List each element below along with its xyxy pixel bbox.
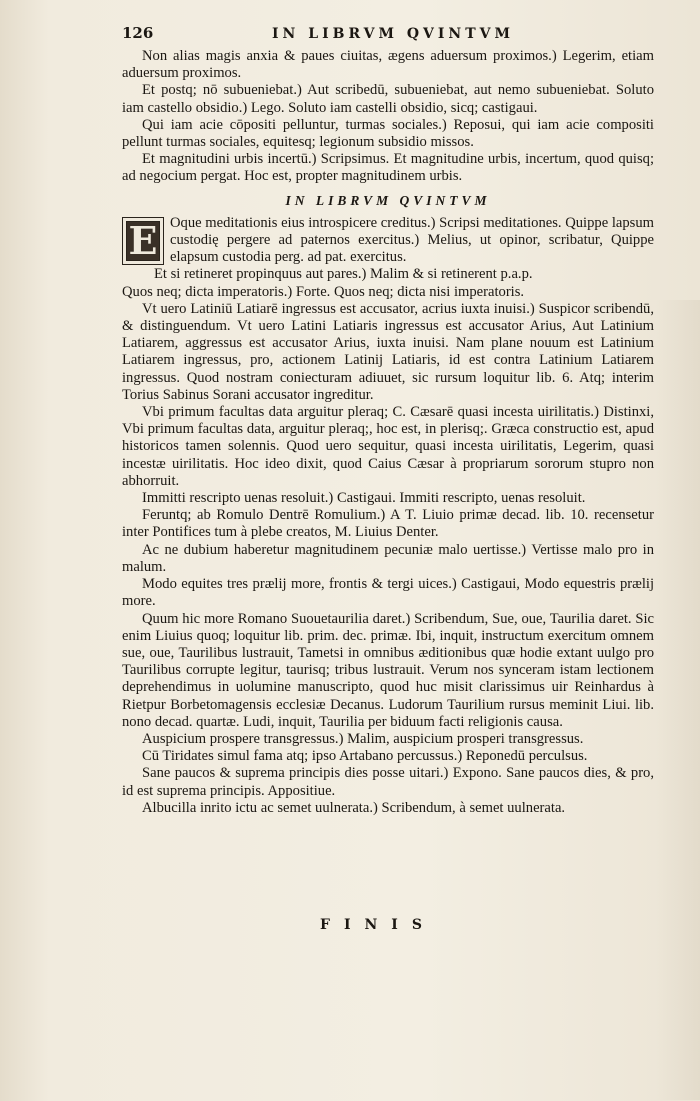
main-text — [122, 48, 654, 817]
commentary-paragraph: Qui iam acie cōpositi pelluntur, turmas sociales.) Reposui, qui iam acie compositi pellunt turmas sociales, equitesq; legionum subsidio missos. — [122, 116, 654, 151]
commentary-block-1 — [122, 48, 654, 186]
commentary-paragraph: Feruntq; ab Romulo Dentrē Romulium.) A T. Liuio primæ decad. lib. 10. recensetur inter Pontifices tum à plebe creatos, M. Liuius Denter. — [122, 507, 654, 541]
commentary-paragraph: Vt uero Latiniū Latiarē ingressus est accusator, acrius iuxta inuisi.) Suspicor scribendū, & distinguendum. Vt uero Latini Latiaris ingressus est accusator Arius, Aut Latinium Latiarem, aggressus est accusator Arius, iuxta inuisi. Nam plane nouum est Latinium Latiarem ingressus, pro, actionem Latinij Latiaris, id est contra Latinium Latiarem ingressus. Quod nostram coniecturam adiuuet, sic rursum loquitur lib. 6. Atq; interim Torius Sabinus Sorani accusator ingreditur. — [122, 300, 654, 403]
decorated-initial: E — [122, 217, 164, 265]
commentary-paragraph: Et postq; nō subueniebat.) Aut scribedū, subueniebat, aut nemo subueniebat. Soluto iam castello obsidio.) Lego. Soluto iam castelli obsidio, sicq; castigaui. — [122, 82, 654, 116]
commentary-paragraph: Cū Tiridates simul fama atq; ipso Artabano percussus.) Reponedū perculsus. — [142, 748, 588, 765]
commentary-paragraph: Albucilla inrito ictu ac semet uulnerata.) Scribendum, à semet uulnerata. — [142, 799, 566, 816]
commentary-paragraph: Ac ne dubium haberetur magnitudinem pecuniæ malo uertisse.) Vertisse malo pro in malum. — [122, 541, 654, 575]
commentary-paragraph: Auspicium prospere transgressus.) Malim, auspicium prosperi transgressus. — [142, 730, 584, 747]
commentary-paragraph: Modo equites tres prælij more, frontis & tergi uices.) Castigaui, Modo equestris prælij more. — [122, 576, 654, 610]
section-title: IN LIBRVM QVINTVM — [285, 192, 491, 208]
running-head: IN LIBRVM QVINTVM — [272, 26, 514, 42]
first-entry — [122, 215, 654, 267]
commentary-paragraph: Non alias magis anxia & paues ciuitas, ægens aduersum proximos.) Legerim, etiam aduersum proximos. — [122, 48, 654, 82]
commentary-paragraph: Vbi primum facultas data arguitur pleraq; C. Cæsarē quasi incesta uirilitatis.) Distinxi, Vbi primum facultas data, arguitur pleraq;, hoc est, in plerisq;. Græca constructio est, apud historicos tamen solennis. Quod uero sequitur, quasi incesta uirilitatis, Legerim, quasi incestæ uirilitatis. Hoc ideo dixit, quod Caius Cæsar à propriarum sororum stupro non abhorruit. — [122, 404, 654, 489]
page-number: 126 — [122, 24, 154, 42]
commentary-paragraph: Sane paucos & suprema principis dies posse uitari.) Expono. Sane paucos dies, & pro, id est suprema principis. Appositiue. — [122, 765, 654, 799]
page-header — [122, 24, 642, 46]
commentary-paragraph: Et si retineret propinquus aut pares.) Malim & si retinerent p.a.p. — [154, 266, 533, 283]
commentary-paragraph: Quos neq; dicta imperatoris.) Forte. Quos neq; dicta nisi imperatoris. — [122, 283, 525, 300]
page-shadow — [655, 300, 700, 1100]
first-paragraph: Oque meditationis eius introspicere creditus.) Scripsi meditationes. Quippe lapsum custodię pergere ad paternos exercitus.) Melius, ut opinor, scribatur, Quippe elapsum custodia perg. ad pat. exercitus. — [170, 214, 654, 266]
commentary-paragraph: Et magnitudini urbis incertū.) Scripsimus. Et magnitudine urbis, incertum, quod quisq; ad negocium pergat. Hoc est, propter magnitudinem urbis. — [122, 151, 654, 185]
commentary-block-2 — [122, 266, 654, 817]
commentary-paragraph: Immitti rescripto uenas resoluit.) Castigaui. Immiti rescripto, uenas resoluit. — [142, 490, 586, 507]
finis-mark: FINIS — [320, 917, 436, 933]
commentary-paragraph: Quum hic more Romano Suouetaurilia daret.) Scribendum, Sue, oue, Taurilia daret. Sic enim Liuius quoq; loquitur lib. prim. dec. primæ. Ibi, inquit, instructum exercitum omnem sue, oue, Taurilibus lustrauit, Tametsi in omnibus æditionibus quæ hodie extant uulgo pro Taurilibus corrupte legitur, taurisq; tribus lustrauit. Verum nos synceram istam lectionem deprehendimus in uolumine manuscripto, quod huc misit clarissimus uir Reinhardus à Rietpur Borbetomagensis ecclesiæ Decanus. Ludorum Taurilium rursus meminit Liui. lib. nono decad. quartæ. Ludi, inquit, Taurilia per biduum facti religionis causa. — [122, 610, 654, 730]
